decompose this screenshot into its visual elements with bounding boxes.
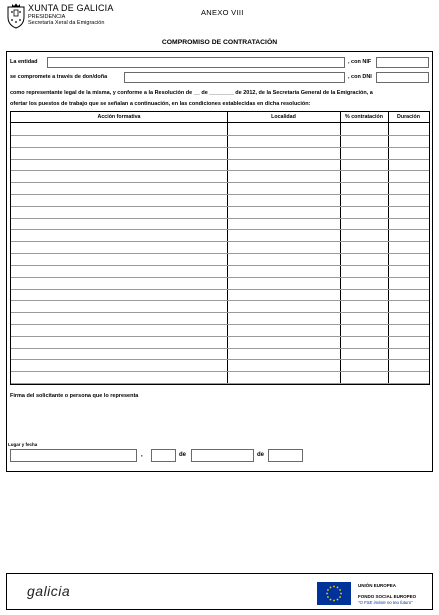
table-row[interactable] [11, 159, 429, 160]
table-row[interactable] [11, 135, 429, 136]
table-row[interactable] [11, 241, 429, 242]
table-row[interactable] [11, 218, 429, 219]
galicia-brand-logo: galicia [27, 583, 71, 599]
entity-field[interactable] [47, 57, 345, 68]
eu-flag-icon [317, 582, 351, 605]
table-row[interactable] [11, 312, 429, 313]
department-name: PRESIDENCIA [28, 14, 66, 20]
column-header-location: Localidad [271, 114, 296, 120]
table-row[interactable] [11, 277, 429, 278]
entity-label: La entidad [10, 59, 38, 65]
column-header-hiring-percentage: % contratación [345, 114, 383, 120]
sub-department-name: Secretaría Xeral da Emigración [28, 20, 105, 26]
nif-label: , con NIF [348, 59, 372, 65]
eu-star [339, 596, 341, 598]
footer [6, 573, 433, 610]
table-row[interactable] [11, 229, 429, 230]
org-name: XUNTA DE GALICIA [28, 3, 114, 13]
eu-star [340, 593, 342, 595]
eu-star [326, 593, 328, 595]
table-row[interactable] [11, 383, 429, 384]
dni-field[interactable] [376, 72, 429, 83]
table-row[interactable] [11, 359, 429, 360]
table-row[interactable] [11, 300, 429, 301]
form-frame [6, 51, 433, 472]
eu-star [330, 599, 332, 601]
eu-star [333, 600, 335, 602]
table-row[interactable] [11, 289, 429, 290]
eu-star [337, 587, 339, 589]
eu-star [327, 596, 329, 598]
table-row[interactable] [11, 147, 429, 148]
eu-star [330, 587, 332, 589]
eu-star [327, 589, 329, 591]
table-row[interactable] [11, 348, 429, 349]
table-header [11, 112, 429, 123]
column-divider [340, 112, 341, 384]
galicia-crest-icon [6, 3, 26, 29]
signature-label: Firma del solicitante o persona que lo representa [10, 393, 139, 399]
page-title: COMPROMISO DE CONTRATACIÓN [161, 39, 278, 46]
dni-label: , con DNI [348, 74, 372, 80]
nif-field[interactable] [376, 57, 429, 68]
eu-star [339, 589, 341, 591]
table-row[interactable] [11, 206, 429, 207]
eu-motto-label: "O FSE inviste no teu futuro" [358, 600, 413, 605]
table-row[interactable] [11, 170, 429, 171]
date-separator-de: de [179, 452, 187, 458]
representative-text: como representante legal de la misma, y conforme a la Resolución de __ de ________ de 2012, de la Secretaría General de la Emigración, a [10, 90, 373, 96]
eu-union-label: UNIÓN EUROPEA [358, 583, 397, 588]
column-divider [227, 112, 228, 384]
table-row[interactable] [11, 194, 429, 195]
representative-name-field[interactable] [124, 72, 345, 83]
column-header-duration: Duración [397, 114, 420, 120]
place-field[interactable] [10, 449, 137, 462]
table-row[interactable] [11, 324, 429, 325]
commits-label: se compromete a través de don/doña [10, 74, 108, 80]
eu-star [333, 586, 335, 588]
table-row[interactable] [11, 253, 429, 254]
place-date-label: Lugar y fecha [8, 442, 38, 447]
year-field[interactable] [268, 449, 303, 462]
table-row[interactable] [11, 265, 429, 266]
column-header-training-action: Acción formativa [97, 114, 141, 120]
column-divider [388, 112, 389, 384]
offer-text: ofertar los puestos de trabajo que se señalan a continuación, en las condiciones establecidas en dicha resolución: [10, 101, 311, 107]
eu-fund-label: FONDO SOCIAL EUROPEO [358, 594, 417, 599]
day-field[interactable] [151, 449, 176, 462]
annex-label: ANEXO VIII [201, 8, 244, 17]
date-separator-comma: , [141, 452, 143, 458]
table-row[interactable] [11, 182, 429, 183]
month-field[interactable] [191, 449, 254, 462]
table-row[interactable] [11, 336, 429, 337]
date-separator-de: de [257, 452, 265, 458]
jobs-table [10, 111, 430, 385]
eu-star [337, 599, 339, 601]
table-row[interactable] [11, 371, 429, 372]
xunta-logo [6, 3, 146, 31]
